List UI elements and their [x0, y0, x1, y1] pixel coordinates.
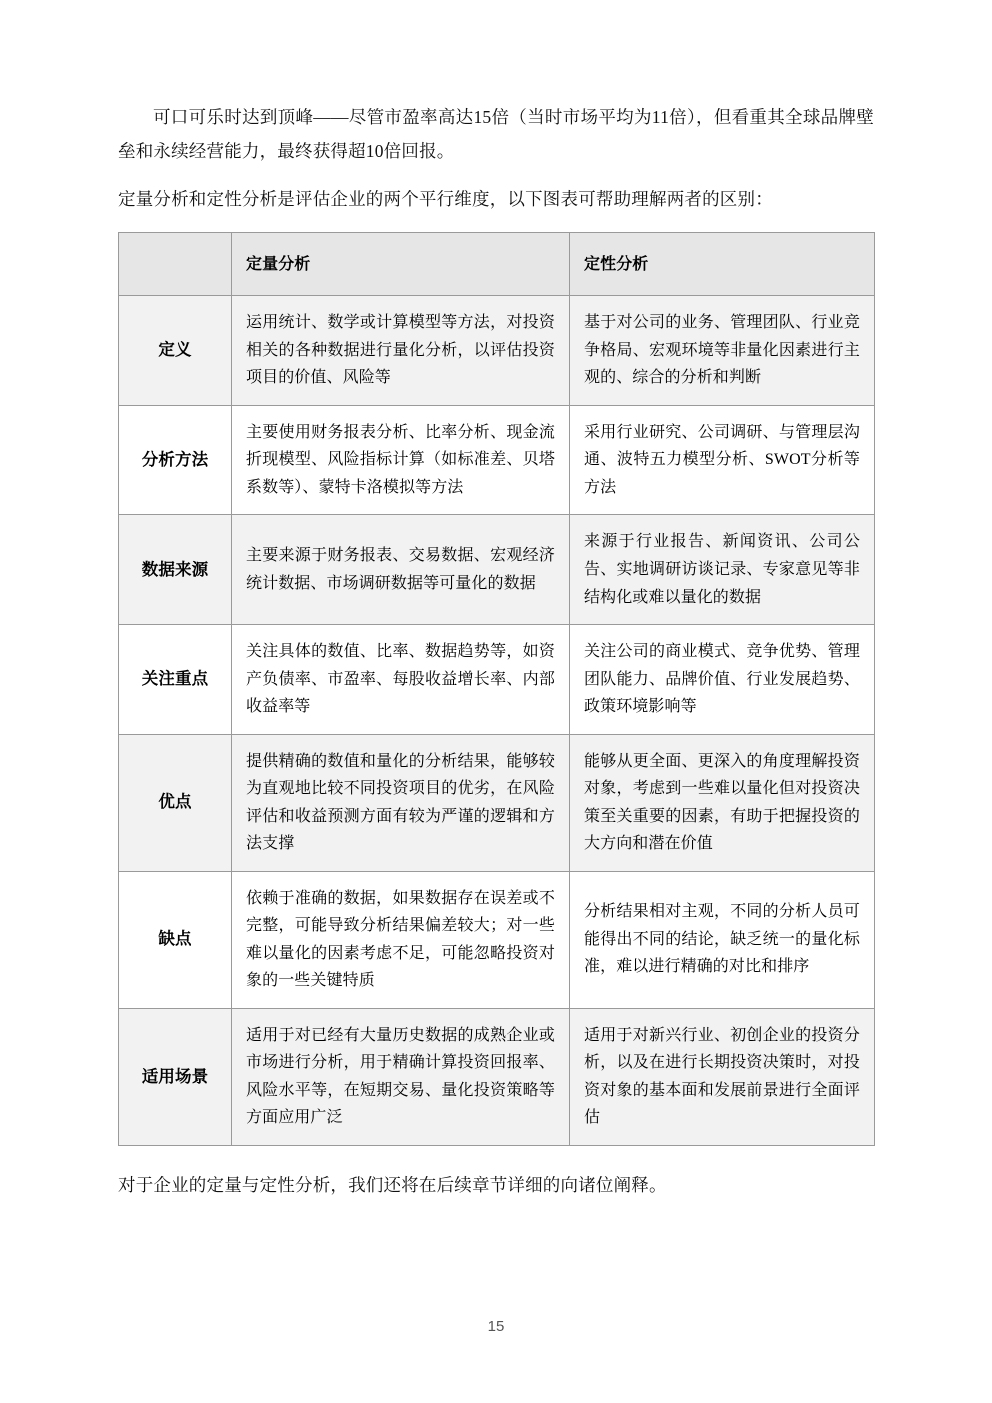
- paragraph-closing: 对于企业的定量与定性分析，我们还将在后续章节详细的向诸位阐释。: [118, 1174, 667, 1195]
- table-header-qualitative: 定性分析: [570, 233, 875, 296]
- cell-quantitative-disadvantages: 依赖于准确的数据，如果数据存在误差或不完整，可能导致分析结果偏差较大；对一些难以量化的因素考虑不足，可能忽略投资对象的一些关键特质: [232, 871, 570, 1008]
- cell-qualitative-definition: 基于对公司的业务、管理团队、行业竞争格局、宏观环境等非量化因素进行主观的、综合的分析和判断: [570, 296, 875, 406]
- table-header-blank: [119, 233, 232, 296]
- row-label-focus: 关注重点: [119, 625, 232, 735]
- table-row: [119, 625, 875, 735]
- cell-quantitative-advantages: 提供精确的数值和量化的分析结果，能够较为直观地比较不同投资项目的优劣，在风险评估和收益预测方面有较为严谨的逻辑和方法支撑: [232, 734, 570, 871]
- table-row: [119, 296, 875, 406]
- row-label-definition: 定义: [119, 296, 232, 406]
- row-label-data-source: 数据来源: [119, 515, 232, 625]
- table-row: [119, 515, 875, 625]
- table-row: [119, 871, 875, 1008]
- cell-quantitative-data-source: 主要来源于财务报表、交易数据、宏观经济统计数据、市场调研数据等可量化的数据: [232, 515, 570, 625]
- table-header-row: [119, 233, 875, 296]
- cell-quantitative-scenarios: 适用于对已经有大量历史数据的成熟企业或市场进行分析，用于精确计算投资回报率、风险水平等，在短期交易、量化投资策略等方面应用广泛: [232, 1008, 570, 1145]
- cell-qualitative-advantages: 能够从更全面、更深入的角度理解投资对象，考虑到一些难以量化但对投资决策至关重要的因素，有助于把握投资的大方向和潜在价值: [570, 734, 875, 871]
- paragraph-intro: 可口可乐时达到顶峰——尽管市盈率高达15倍（当时市场平均为11倍），但看重其全球品牌壁垒和永续经营能力，最终获得超10倍回报。: [118, 107, 874, 162]
- row-label-advantages: 优点: [119, 734, 232, 871]
- row-label-scenarios: 适用场景: [119, 1008, 232, 1145]
- table-row: [119, 734, 875, 871]
- row-label-disadvantages: 缺点: [119, 871, 232, 1008]
- table-header: [119, 233, 875, 296]
- cell-qualitative-disadvantages: 分析结果相对主观，不同的分析人员可能得出不同的结论，缺乏统一的量化标准，难以进行精确的对比和排序: [570, 871, 875, 1008]
- table-row: [119, 405, 875, 515]
- cell-quantitative-method: 主要使用财务报表分析、比率分析、现金流折现模型、风险指标计算（如标准差、贝塔系数等）、蒙特卡洛模拟等方法: [232, 405, 570, 515]
- paragraph-lead-in: 定量分析和定性分析是评估企业的两个平行维度，以下图表可帮助理解两者的区别：: [118, 189, 773, 210]
- page-number: 15: [487, 1318, 505, 1335]
- cell-qualitative-focus: 关注公司的商业模式、竞争优势、管理团队能力、品牌价值、行业发展趋势、政策环境影响等: [570, 625, 875, 735]
- table-header-quantitative: 定量分析: [232, 233, 570, 296]
- cell-quantitative-focus: 关注具体的数值、比率、数据趋势等，如资产负债率、市盈率、每股收益增长率、内部收益率等: [232, 625, 570, 735]
- comparison-table: [118, 232, 875, 1145]
- cell-qualitative-scenarios: 适用于对新兴行业、初创企业的投资分析，以及在进行长期投资决策时，对投资对象的基本面和发展前景进行全面评估: [570, 1008, 875, 1145]
- row-label-method: 分析方法: [119, 405, 232, 515]
- cell-qualitative-data-source: 来源于行业报告、新闻资讯、公司公告、实地调研访谈记录、专家意见等非结构化或难以量化的数据: [570, 515, 875, 625]
- cell-qualitative-method: 采用行业研究、公司调研、与管理层沟通、波特五力模型分析、SWOT分析等方法: [570, 405, 875, 515]
- cell-quantitative-definition: 运用统计、数学或计算模型等方法，对投资相关的各种数据进行量化分析，以评估投资项目的价值、风险等: [232, 296, 570, 406]
- table-body: [119, 296, 875, 1145]
- table-row: [119, 1008, 875, 1145]
